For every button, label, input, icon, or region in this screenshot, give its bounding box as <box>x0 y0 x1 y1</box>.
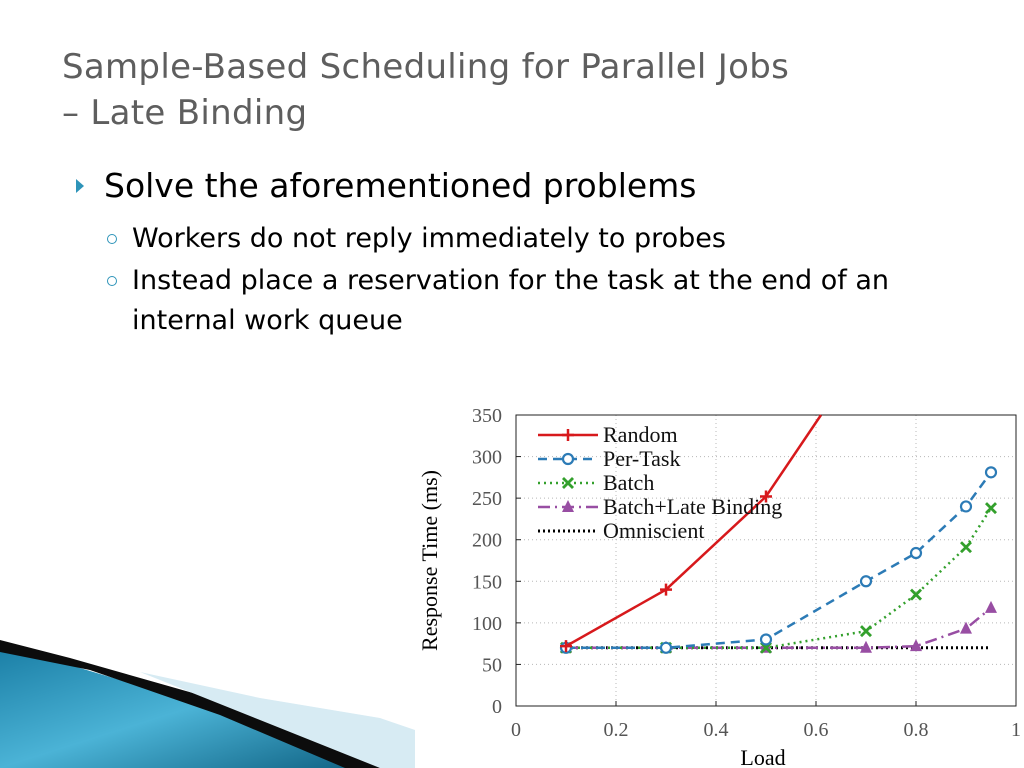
circle-marker <box>911 548 921 558</box>
legend-entry <box>538 518 704 543</box>
legend-entry <box>538 470 654 495</box>
y-tick-label: 0 <box>492 696 502 718</box>
legend-label: Per-Task <box>603 446 681 471</box>
slide-title-line-1: Sample-Based Scheduling for Parallel Jobs <box>62 47 790 87</box>
circle-bullet-icon <box>107 276 117 286</box>
x-tick-label: 1 <box>1011 719 1021 741</box>
y-tick-label: 50 <box>482 654 502 677</box>
x-tick-label: 0.8 <box>903 719 929 741</box>
y-tick-label: 150 <box>472 571 502 594</box>
x-tick-label: 0.6 <box>803 719 829 741</box>
legend-entry <box>538 446 680 471</box>
x-marker <box>961 542 971 552</box>
bullet-item: Solve the aforementioned problems <box>104 166 697 205</box>
x-marker <box>563 478 573 488</box>
y-tick-label: 300 <box>472 446 502 469</box>
legend-label: Batch <box>603 470 655 495</box>
slide-title <box>62 44 962 136</box>
circle-bullet-icon <box>107 234 117 244</box>
chart-legend <box>538 422 782 543</box>
legend-entry <box>538 494 782 519</box>
triangle-bullet-icon <box>76 179 84 193</box>
x-tick-label: 0.2 <box>603 719 629 741</box>
legend-entry <box>538 422 678 447</box>
sub-bullet-item: Workers do not reply immediately to probes <box>132 223 726 254</box>
sub-bullet-item: Instead place a reservation for the task at the end of an internal work queue <box>132 265 890 336</box>
legend-label: Batch+Late Binding <box>603 494 783 519</box>
y-axis-label: Response Time (ms) <box>417 470 442 651</box>
y-tick-label: 250 <box>472 488 502 511</box>
y-tick-label: 350 <box>472 405 502 427</box>
chart-svg <box>410 395 1024 768</box>
series-line <box>566 608 991 648</box>
x-tick-label: 0 <box>511 719 521 741</box>
legend-label: Omniscient <box>603 518 705 543</box>
chart-axes <box>417 405 1021 768</box>
decorative-swoosh <box>0 600 430 768</box>
x-tick-label: 0.4 <box>703 719 729 741</box>
circle-marker <box>861 576 871 586</box>
plus-marker <box>562 429 574 441</box>
circle-marker <box>563 454 573 464</box>
response-time-chart <box>410 395 1024 768</box>
triangle-marker <box>960 622 972 634</box>
series-batch-late-binding <box>560 601 997 653</box>
slide-title-line-2: – Late Binding <box>62 93 308 133</box>
x-marker <box>986 503 996 513</box>
legend-label: Random <box>603 422 678 447</box>
x-axis-label: Load <box>740 745 786 768</box>
y-tick-label: 200 <box>472 529 502 552</box>
circle-marker <box>661 643 671 653</box>
x-marker <box>861 626 871 636</box>
circle-marker <box>761 634 771 644</box>
triangle-marker <box>985 601 997 613</box>
circle-marker <box>986 467 996 477</box>
circle-marker <box>961 501 971 511</box>
y-tick-label: 100 <box>472 612 502 635</box>
